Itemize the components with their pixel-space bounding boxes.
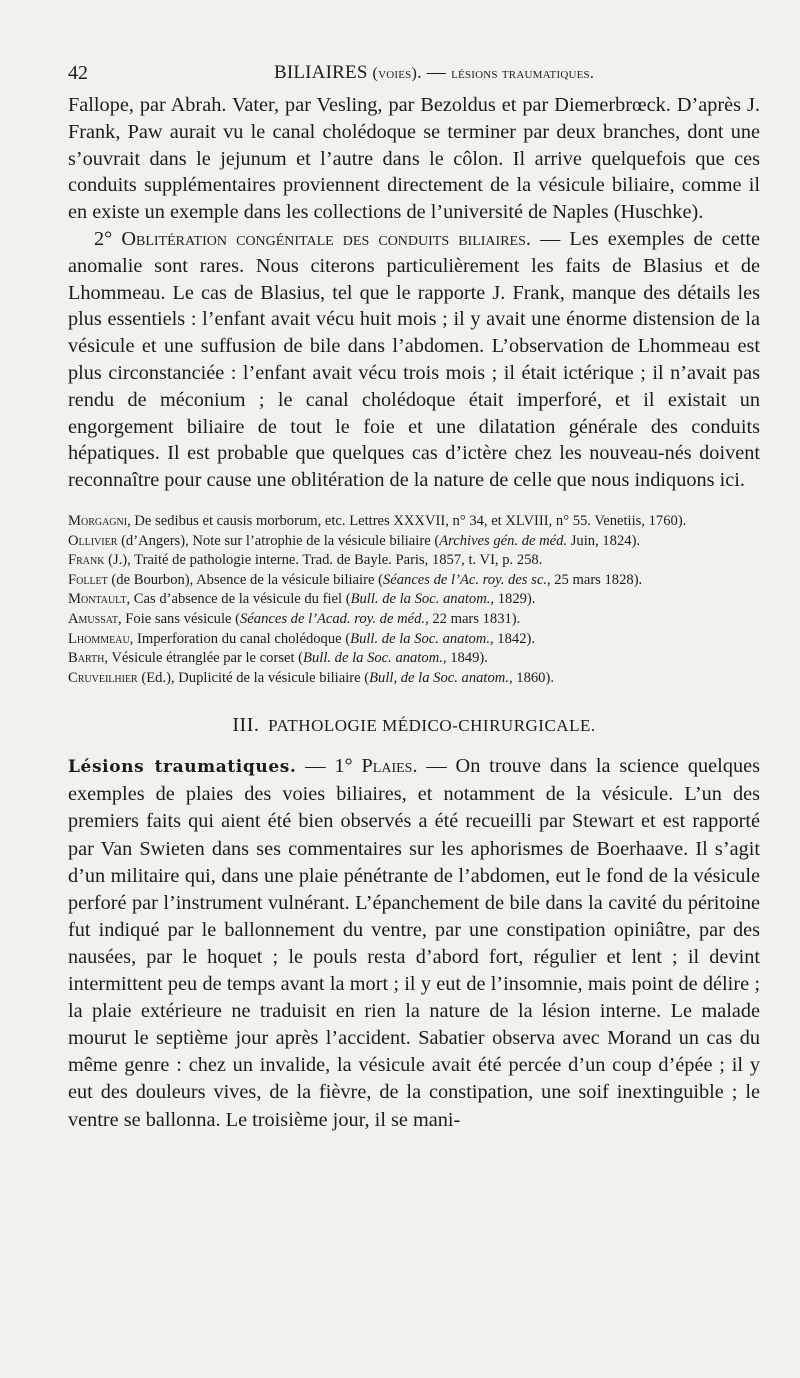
paragraph-2-text: — Les exemples de cette anomalie sont rares. Nous citerons particulièrement les faits de Blasius et de Lhommeau. Le cas de Blasius, tel que le rapporte J. Frank, manque des détails les plus essentiels : l’enfant avait vécu huit mois ; il y avait une énorme distension de la vésicule et une suffusion de bile dans l’abdomen. L’observation de Lhommeau est plus circonstanciée : l’enfant avait vécu trois mois ; il était ictérique ; il n’avait pas rendu de méconium ; le canal cholédoque était imperforé, et il existait un engorgement biliaire de tout le foie et une dilatation générale des conduits hépatiques. Il est probable que quelques cas d’ictère chez les nouveau-nés doivent reconnaître pour cause une oblitération de la nature de celle que nous indiquons ici. [68,227,760,492]
reference-item: Cruveilhier (Ed.), Duplicité de la vésicule biliaire (Bull, de la Soc. anatom., 1860). [68,669,554,686]
header-separator: . — [417,62,447,83]
header-title: BILIAIRES [273,62,368,83]
reference-item: Amussat, Foie sans vésicule (Séances de l’Acad. roy. de méd., 22 mars 1831). [68,610,521,627]
section-text [68,753,760,1133]
section-dash: — 1° [296,755,362,778]
paragraph-2-heading: Oblitération congénitale des conduits biliaires. [121,227,531,250]
reference-item: Frank (J.), Traité de pathologie interne. Trad. de Bayle. Paris, 1857, t. VI, p. 258. [68,552,543,569]
main-text [68,92,760,494]
reference-item: Ollivier (d’Angers), Note sur l’atrophie de la vésicule biliaire (Archives gén. de méd. Juin, 1824). [68,532,641,549]
header-title-paren: (voies) [372,65,417,82]
section-title: PATHOLOGIE MÉDICO-CHIRURGICALE. [268,716,596,736]
page-number: 42 [68,62,88,84]
section-subheading: Plaies [361,755,413,778]
section-lead-heading: Lésions traumatiques. [68,757,297,778]
reference-item: Follet (de Bourbon), Absence de la vésicule biliaire (Séances de l’Ac. roy. des sc., 25 mars 1828). [68,571,643,588]
paragraph-2 [68,226,760,494]
reference-item: Montault, Cas d’absence de la vésicule du fiel (Bull. de la Soc. anatom., 1829). [68,591,536,608]
paragraph-3 [68,753,760,1133]
paragraph-1: Fallope, par Abrah. Vater, par Vesling, par Bezoldus et par Diemerbrœck. D’après J. Frank, Paw aurait vu le canal cholédoque se terminer par deux branches, dont une s’ouvrait dans le jejunum et l’autre dans le côlon. Il arrive quelquefois que ces conduits supplémentaires proviennent directement de la vésicule biliaire, comme il en existe un exemple dans les collections de l’université de Naples (Huschke). [68,94,760,224]
running-title [274,58,594,84]
header-subtitle: lésions traumatiques. [451,65,595,82]
reference-item: Barth, Vésicule étranglée par le corset (Bull. de la Soc. anatom., 1849). [68,650,488,667]
paragraph-3-text: . — On trouve dans la science quelques exemples de plaies des voies biliaires, et notamment de la vésicule. L’un des premiers faits qui aient été bien observés a été recueilli par Stewart et est rapporté par Van Swieten dans ses commentaires sur les aphorismes de Boerhaave. Il s’agit d’un militaire qui, dans une plaie pénétrante de l’abdomen, eut le fond de la vésicule perforé par l’instrument vulnérant. L’épanchement de bile dans la cavité du péritoine fut indiqué par le ballonnement du ventre, par une constipation opiniâtre, par des nausées, par le hoquet ; le pouls resta d’abord fort, régulier et lent ; il devint intermittent peu de temps avant la mort ; il y eut de l’insomnie, mais point de délire ; la plaie extérieure ne traduisit en rien la nature de la lésion interne. Le malade mourut le septième jour après l’accident. Sabatier observa avec Morand un cas du même genre : chez un invalide, la vésicule avait été percée d’un coup d’épée ; il y eut des douleurs vives, de la fièvre, de la constipation, une soif inextinguible ; le ventre se ballonna. Le troisième jour, il se mani- [68,755,760,1131]
paragraph-2-number: 2° [94,227,113,250]
reference-item: Lhommeau, Imperforation du canal cholédoque (Bull. de la Soc. anatom., 1842). [68,630,535,647]
reference-item: Morgagni, De sedibus et causis morborum, etc. Lettres XXXVII, n° 34, et XLVIII, n° 55. Venetiis, 1760). [68,512,687,529]
section-number: III. [232,714,260,737]
section-heading [68,714,760,737]
bibliography [68,512,760,688]
running-header [68,58,760,92]
